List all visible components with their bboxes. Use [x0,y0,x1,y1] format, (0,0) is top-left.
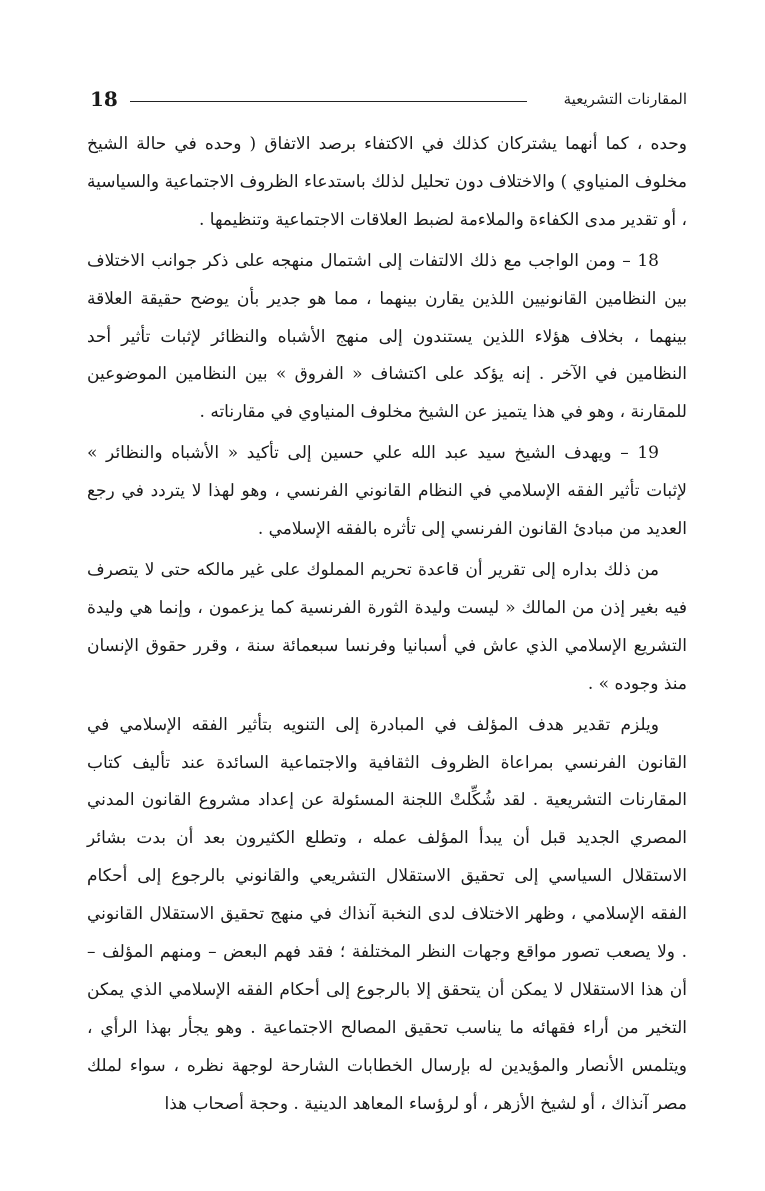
page-number: 18 [90,87,118,111]
header-rule [130,101,527,102]
paragraph-continuation: وحده ، كما أنهما يشتركان كذلك في الاكتفاء برصد الاتفاق ( وحده في حالة الشيخ مخلوف المنياوي ) والاختلاف دون تحليل لذلك باستدعاء الظروف الاجتماعية والسياسية ، أو تقدير مدى الكفاءة والملاءمة لضبط العلاقات الاجتماعية وتنظيمها . [87,134,687,230]
paragraph-example: من ذلك بداره إلى تقرير أن قاعدة تحريم المملوك على غير مالكه حتى لا يتصرف فيه بغير إذن من المالك « ليست وليدة الثورة الفرنسية كما يزعمون ، وإنما هي وليدة التشريع الإسلامي الذي عاش في أسبانيا وفرنسا سبعمائة سنة ، وقرر حقوق الإنسان منذ وجوده » . [87,559,687,694]
page-header [90,84,687,114]
paragraph-19: 19 – ويهدف الشيخ سيد عبد الله علي حسين إلى تأكيد « الأشباه والنظائر » لإثبات تأثير الفقه الإسلامي في النظام القانوني الفرنسي ، وهو لهذا لا يتردد في رجع العديد من مبادئ القانون الفرنسي إلى تأثره بالفقه الإسلامي . [87,443,687,540]
running-title: المقارنات التشريعية [563,90,687,108]
paragraph-18: 18 – ومن الواجب مع ذلك الالتفات إلى اشتمال منهجه على ذكر جوانب الاختلاف بين النظامين القانونيين اللذين يقارن بينهما ، مما هو جدير بأن يوضح حقيقة العلاقة بينهما ، بخلاف هؤلاء اللذين يستندون إلى منهج الأشباه والنظائر لإثبات تأثير أحد النظامين في الآخر . إنه يؤكد على اكتشاف « الفروق » بين النظامين الموضوعين للمقارنة ، وهو في هذا يتميز عن الشيخ مخلوف المنياوي في مقارناته . [87,250,687,423]
paragraph-context: ويلزم تقدير هدف المؤلف في المبادرة إلى التنويه بتأثير الفقه الإسلامي في القانون الفرنسي بمراعاة الظروف الثقافية والاجتماعية السائدة عند تأليف كتاب المقارنات التشريعية . لقد شُكِّلتْ اللجنة المسئولة عن إعداد مشروع القانون المدني المصري الجديد قبل أن يبدأ المؤلف عمله ، وتطلع الكثيرون بعد أن بدت بشائر الاستقلال السياسي إلى تحقيق الاستقلال التشريعي والقانوني بالرجوع إلى أحكام الفقه الإسلامي ، وظهر الاختلاف لدى النخبة آنذاك في منهج تحقيق الاستقلال القانوني . ولا يصعب تصور مواقع وجهات النظر المختلفة ؛ فقد فهم البعض – ومنهم المؤلف – أن هذا الاستقلال لا يمكن أن يتحقق إلا بالرجوع إلى أحكام الفقه الإسلامي الذي يمكن التخير من أراء فقهائه ما يناسب تحقيق المصالح الاجتماعية . وهو يجأر بهذا الرأي ، ويتلمس الأنصار والمؤيدين له بإرسال الخطابات الشارحة لوجهة نظره ، سواء لملك مصر آنذاك ، أو لشيخ الأزهر ، أو لرؤساء المعاهد الدينية . وحجة أصحاب هذا [87,714,687,1114]
body-text [87,126,687,1124]
